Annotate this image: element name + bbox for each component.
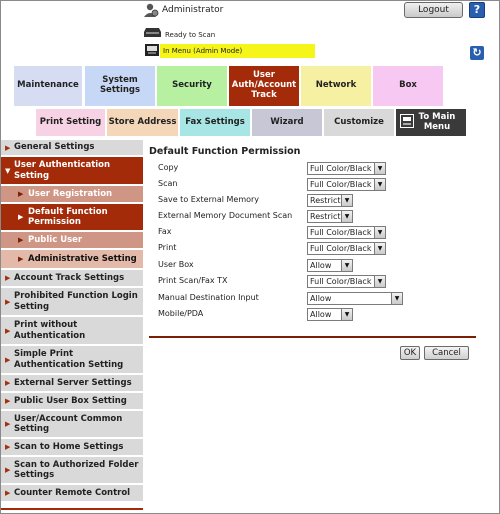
sidebar-item-label: Scan to Authorized Folder Settings [14,459,139,480]
triangle-right-icon: ▶ [18,235,24,244]
tab-print-setting[interactable] [36,109,105,136]
tab-label: Print Setting [39,116,102,127]
tab-label: To Main Menu [418,111,456,132]
sidebar-item-print-without-authentication[interactable] [1,317,143,345]
sidebar-item-label: Public User Box Setting [14,395,127,406]
tab-label: Customize [334,116,384,127]
select-value: Allow [310,261,332,270]
select-value: Restrict [310,196,341,205]
tab-label: Security [172,80,212,91]
save-external-memory-select[interactable] [307,194,353,207]
permission-label: Save to External Memory [158,195,260,204]
cancel-button[interactable]: Cancel [424,346,469,360]
device-status-text: Ready to Scan [165,31,216,39]
sidebar-item-account-track-settings[interactable] [1,270,143,287]
admin-mode-icon [144,42,160,58]
scan-permission-select[interactable] [307,178,386,191]
chevron-down-icon: ▼ [341,309,352,320]
permission-row-print [158,242,458,256]
sidebar-item-label: Counter Remote Control [14,487,131,498]
triangle-right-icon: ▶ [18,189,24,198]
tab-wizard[interactable] [252,109,322,136]
sidebar-item-prohibited-function-login-setting[interactable] [1,288,143,316]
triangle-right-icon: ▶ [5,378,11,387]
permission-label: External Memory Document Scan [158,211,293,220]
user-name-label: Administrator [162,5,224,15]
tab-label: User Auth/Account Track [231,70,297,100]
permission-row-external-memory-document-scan [158,210,458,224]
chevron-down-icon: ▼ [341,195,352,206]
select-value: Full Color/Black [310,277,372,286]
tab-security[interactable] [157,66,227,106]
tab-label: Network [315,80,357,91]
help-icon[interactable]: ? [469,2,485,18]
permission-row-user-box [158,259,458,273]
sidebar-item-label: Public User [28,234,83,245]
triangle-right-icon: ▶ [5,297,11,306]
sidebar-item-label: General Settings [14,142,95,153]
select-value: Full Color/Black [310,228,372,237]
tab-to-main-menu[interactable] [396,109,466,136]
select-value: Restrict [310,212,341,221]
sidebar-item-general-settings[interactable] [1,140,143,156]
print-permission-select[interactable] [307,242,386,255]
sidebar-item-label: Prohibited Function Login Setting [14,291,138,312]
chevron-down-icon: ▼ [374,227,385,238]
admin-mode-indicator: In Menu (Admin Mode) [160,44,315,58]
chevron-down-icon: ▼ [374,243,385,254]
sidebar-item-user-account-common-setting[interactable] [1,411,143,438]
sidebar-item-label: User/Account Common Setting [14,413,123,434]
page-title: Default Function Permission [149,146,301,157]
permission-row-manual-destination-input [158,292,458,306]
tab-box[interactable] [373,66,443,106]
tab-user-auth-account-track[interactable] [229,66,299,106]
triangle-right-icon: ▶ [18,254,24,263]
sidebar-item-scan-to-authorized-folder-settings[interactable] [1,457,143,484]
tab-label: Fax Settings [185,116,245,127]
sidebar-item-label: Print without Authentication [14,320,86,341]
permission-label: Manual Destination Input [158,293,259,302]
tab-label: Box [399,80,417,91]
chevron-down-icon: ▼ [374,163,385,174]
sidebar-item-scan-to-home-settings[interactable] [1,439,143,456]
refresh-icon[interactable]: ↻ [470,46,484,60]
tab-system-settings[interactable] [85,66,155,106]
copy-permission-select[interactable] [307,162,386,175]
permission-row-scan [158,178,458,192]
sidebar-item-label: External Server Settings [14,377,132,388]
permission-label: Fax [158,227,172,236]
sidebar-item-default-function-permission[interactable] [1,204,143,231]
sidebar-item-label: User Authentication Setting [14,160,111,181]
form-divider [149,336,476,338]
user-box-permission-select[interactable] [307,259,353,272]
permission-label: Mobile/PDA [158,309,204,318]
tab-maintenance[interactable] [14,66,82,106]
sidebar-item-label: User Registration [28,188,113,199]
select-value: Full Color/Black [310,244,372,253]
select-value: Full Color/Black [310,180,372,189]
external-memory-scan-select[interactable] [307,210,353,223]
tab-fax-settings[interactable] [180,109,250,136]
triangle-right-icon: ▶ [5,488,11,497]
ok-button[interactable]: OK [400,346,420,360]
sidebar-item-user-registration[interactable] [1,186,143,203]
tab-network[interactable] [301,66,371,106]
tab-label: Maintenance [17,80,79,91]
sidebar-item-label: Account Track Settings [14,272,125,283]
sidebar-item-user-authentication-setting[interactable] [1,157,143,185]
scanner-status-icon [144,27,161,38]
select-value: Full Color/Black [310,164,372,173]
tab-label: System Settings [99,75,141,95]
sidebar-item-label: Default Function Permission [28,206,108,227]
sidebar-item-label: Scan to Home Settings [14,441,124,452]
permission-label: Print [158,243,177,252]
sidebar-item-public-user-box-setting[interactable] [1,393,143,410]
chevron-down-icon: ▼ [374,179,385,190]
chevron-down-icon: ▼ [374,276,385,287]
chevron-down-icon: ▼ [341,260,352,271]
sidebar-item-counter-remote-control[interactable] [1,485,143,502]
triangle-right-icon: ▶ [5,143,11,152]
permission-row-copy [158,162,458,176]
triangle-right-icon: ▶ [5,442,11,451]
administrator-icon [144,3,159,18]
permission-label: Print Scan/Fax TX [158,276,228,285]
permission-row-print-scan-fax-tx [158,275,458,289]
triangle-down-icon: ▼ [5,166,11,175]
select-value: Allow [310,294,332,303]
permission-row-save-to-external-memory [158,194,458,208]
triangle-right-icon: ▶ [18,212,24,221]
logout-button[interactable]: Logout [404,2,463,18]
permission-row-mobile-pda [158,308,458,322]
permission-label: User Box [158,260,194,269]
main-menu-icon [400,114,414,128]
sidebar-item-public-user[interactable] [1,232,143,249]
tab-store-address[interactable] [107,109,178,136]
select-value: Allow [310,310,332,319]
triangle-right-icon: ▶ [5,326,11,335]
triangle-right-icon: ▶ [5,396,11,405]
permission-row-fax [158,226,458,240]
tab-customize[interactable] [324,109,394,136]
chevron-down-icon: ▼ [341,211,352,222]
chevron-down-icon: ▼ [391,293,402,304]
sidebar-item-label: Administrative Setting [28,253,137,264]
fax-permission-select[interactable] [307,226,386,239]
permission-label: Scan [158,179,178,188]
mobile-pda-permission-select[interactable] [307,308,353,321]
sidebar-item-simple-print-authentication-setting[interactable] [1,346,143,374]
triangle-right-icon: ▶ [5,273,11,282]
print-scan-fax-tx-select[interactable] [307,275,386,288]
manual-destination-input-select[interactable] [307,292,403,305]
tab-label: Wizard [270,116,304,127]
sidebar-item-label: Simple Print Authentication Setting [14,349,124,370]
tab-label: Store Address [108,116,177,127]
permission-label: Copy [158,163,179,172]
triangle-right-icon: ▶ [5,419,11,428]
sidebar-bottom-divider [1,508,143,510]
sidebar-item-administrative-setting[interactable] [1,250,143,269]
triangle-right-icon: ▶ [5,355,11,364]
sidebar-item-external-server-settings[interactable] [1,375,143,392]
triangle-right-icon: ▶ [5,465,11,474]
